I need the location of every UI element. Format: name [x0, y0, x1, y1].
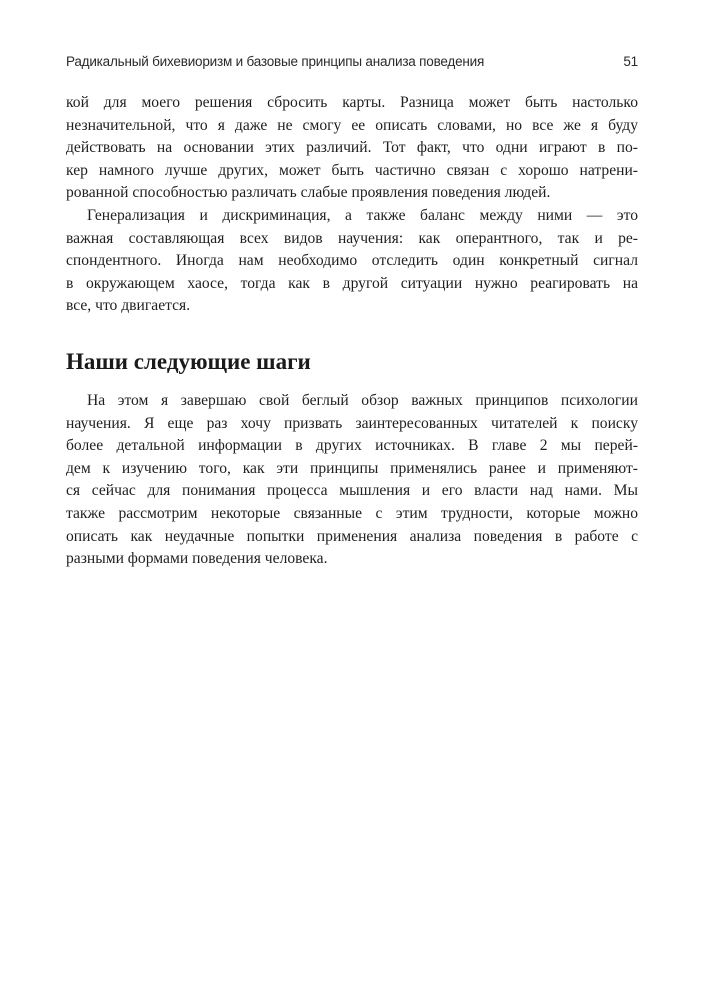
book-page [66, 54, 638, 571]
text-line: Генерализация и дискриминация, а также баланс между ними — это [87, 206, 638, 224]
text-line: дем к изучению того, как эти принципы применялись ранее и применяют- [66, 459, 638, 477]
text-line: действовать на основании этих различий. Тот факт, что одни играют в по- [66, 139, 638, 157]
text-line: незначительной, что я даже не смогу ее описать словами, но все же я буду [66, 116, 638, 134]
text-line: ся сейчас для понимания процесса мышления и его власти над нами. Мы [66, 482, 638, 500]
paragraph-generalization [66, 205, 638, 318]
text-line: все, что двигается. [66, 297, 191, 315]
text-line: На этом я завершаю свой беглый обзор важных принципов психологии [87, 391, 638, 409]
text-line: научения. Я еще раз хочу призвать заинтересованных читателей к поиску [66, 414, 638, 432]
running-title: Радикальный бихевиоризм и базовые принципы анализа поведения [66, 54, 485, 69]
text-line: рованной способностью различать слабые проявления поведения людей. [66, 184, 551, 202]
page-content [66, 92, 638, 571]
section-heading: Наши следующие шаги [66, 348, 311, 374]
paragraph-next-steps [66, 390, 638, 571]
text-line: также рассмотрим некоторые связанные с этим трудности, которые можно [66, 504, 638, 522]
text-line: важная составляющая всех видов научения: как оперантного, так и ре- [66, 229, 638, 247]
text-line: разными формами поведения человека. [66, 550, 328, 568]
running-head [66, 54, 638, 76]
page-number: 51 [623, 54, 638, 69]
text-line: в окружающем хаосе, тогда как в другой ситуации нужно реагировать на [66, 274, 638, 292]
text-line: спондентного. Иногда нам необходимо отследить один конкретный сигнал [66, 252, 638, 270]
text-line: кер намного лучше других, может быть частично связан с хорошо натрени- [66, 161, 638, 179]
text-line: более детальной информации в других источниках. В главе 2 мы перей- [66, 437, 638, 455]
text-line: кой для моего решения сбросить карты. Разница может быть настолько [66, 94, 638, 111]
text-line: описать как неудачные попытки применения анализа поведения в работе с [66, 527, 638, 545]
paragraph-continued [66, 92, 638, 205]
